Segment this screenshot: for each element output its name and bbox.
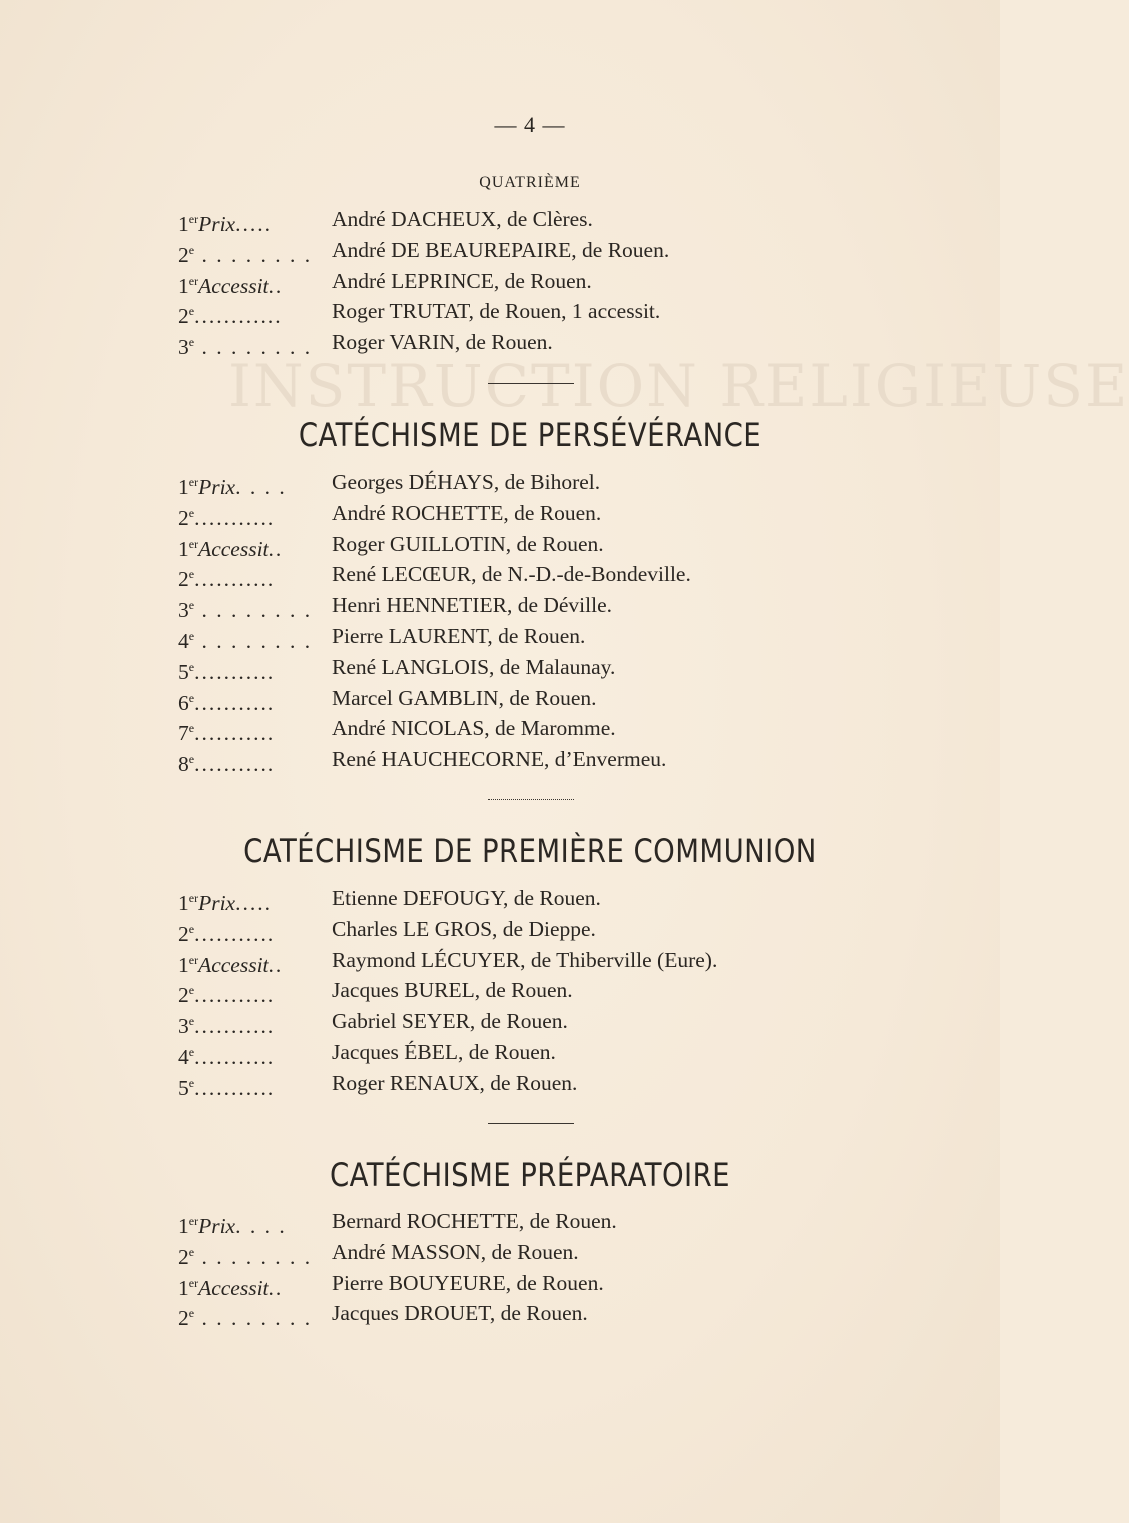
leader-dots: ..: [268, 1275, 284, 1300]
award-entry: [178, 498, 878, 529]
rank-number: [178, 1214, 198, 1238]
award-entry: [178, 883, 878, 914]
leader-dots: . . . . . . . .: [194, 1306, 313, 1331]
recipient-name: Georges DÉHAYS, de Bihorel.: [332, 470, 601, 494]
leader-dots: ...........: [194, 1044, 276, 1069]
recipient-name: Bernard ROCHETTE, de Rouen.: [332, 1209, 617, 1233]
rank-digit: 7: [178, 721, 189, 746]
leader-dots: ............: [194, 304, 283, 329]
recipient-name: Pierre LAURENT, de Rouen.: [332, 623, 586, 648]
award-rank-label: [178, 327, 328, 363]
award-entry: [178, 1298, 878, 1329]
rank-digit: 2: [178, 983, 189, 1008]
award-entry: [178, 914, 878, 945]
rank-digit: 4: [178, 1044, 189, 1069]
rank-digit: 2: [178, 1306, 189, 1331]
rank-digit: 2: [178, 242, 189, 267]
leader-dots: ...........: [194, 690, 276, 715]
rank-number: [178, 1045, 194, 1069]
rank-suffix: er: [188, 536, 199, 551]
award-kind: Accessit: [198, 952, 269, 977]
award-kind: Accessit: [198, 536, 269, 561]
recipient-name: André NICOLAS, de Maromme.: [332, 716, 616, 741]
rank-number: [178, 983, 194, 1007]
rank-digit: 5: [178, 659, 189, 684]
award-entry: [178, 1006, 878, 1037]
show-through-text: INSTRUCTION RELIGIEUSE: [228, 352, 1129, 420]
rank-digit: 3: [178, 598, 189, 623]
leader-dots: ..: [268, 536, 284, 561]
award-entry: [178, 467, 878, 498]
rank-suffix: er: [188, 273, 199, 288]
recipient-name: André ROCHETTE, de Rouen.: [332, 500, 602, 525]
recipient-name: Roger RENAUX, de Rouen.: [332, 1070, 578, 1095]
rank-suffix: e: [188, 721, 195, 736]
rank-digit: 5: [178, 1075, 189, 1100]
leader-dots: .....: [235, 212, 272, 236]
award-entry: [178, 1206, 878, 1237]
rank-suffix: er: [188, 1275, 199, 1290]
award-entry: [178, 296, 878, 327]
award-kind: Prix: [198, 475, 236, 499]
rank-suffix: e: [188, 242, 195, 257]
section-divider: [488, 1123, 574, 1124]
recipient-name: André LEPRINCE, de Rouen.: [332, 268, 592, 293]
award-entry: [178, 1068, 878, 1099]
page-number: — 4 —: [494, 112, 566, 137]
recipient-name: Henri HENNETIER, de Déville.: [332, 593, 613, 618]
rank-suffix: e: [188, 598, 195, 613]
award-entry: [178, 1237, 878, 1268]
recipient-name: Roger VARIN, de Rouen.: [332, 330, 553, 355]
award-entry: [178, 590, 878, 621]
rank-digit: 1: [178, 1275, 189, 1300]
rank-digit: 3: [178, 1014, 189, 1039]
award-kind: Prix: [198, 891, 236, 915]
award-rank-label: [178, 1068, 328, 1104]
award-kind: Accessit: [198, 1275, 269, 1300]
rank-digit: 1: [178, 212, 189, 236]
section-title-perseverance: CATÉCHISME DE PERSÉVÉRANCE: [298, 416, 762, 454]
rank-suffix: er: [188, 952, 199, 967]
rank-suffix: e: [188, 304, 195, 319]
rank-suffix: e: [188, 1075, 195, 1090]
award-list-premiere-communion: [178, 883, 878, 1099]
rank-digit: 1: [178, 1214, 189, 1238]
rank-digit: 1: [178, 475, 189, 499]
award-list-quatrieme: [178, 204, 878, 358]
leader-dots: ...........: [194, 567, 276, 592]
rank-number: [178, 304, 194, 328]
rank-suffix: e: [188, 335, 195, 350]
leader-dots: ...........: [194, 921, 276, 946]
rank-number: [178, 567, 194, 591]
rank-number: [178, 752, 194, 776]
rank-digit: 2: [178, 921, 189, 946]
rank-suffix: er: [188, 891, 199, 905]
rank-number: [178, 922, 194, 946]
recipient-name: André DE BEAUREPAIRE, de Rouen.: [332, 237, 670, 262]
leader-dots: . . . . . . . .: [194, 335, 313, 360]
rank-number: [178, 475, 198, 499]
recipient-name: Jacques DROUET, de Rouen.: [332, 1301, 588, 1326]
rank-number: [178, 598, 194, 622]
rank-digit: 6: [178, 690, 189, 715]
leader-dots: . . . .: [235, 475, 287, 499]
rank-digit: 2: [178, 304, 189, 329]
award-entry: [178, 327, 878, 358]
award-list-preparatoire: [178, 1206, 878, 1329]
section-title-premiere-communion: CATÉCHISME DE PREMIÈRE COMMUNION: [243, 832, 817, 870]
rank-number: [178, 953, 198, 977]
recipient-name: Jacques ÉBEL, de Rouen.: [332, 1039, 556, 1064]
award-list-perseverance: [178, 467, 878, 775]
award-kind: Prix: [198, 1214, 236, 1238]
rank-number: [178, 212, 198, 236]
award-entry: [178, 621, 878, 652]
award-kind: Accessit: [198, 273, 269, 298]
rank-digit: 8: [178, 752, 189, 777]
section-title-quatrieme: QUATRIÈME: [479, 174, 581, 191]
award-entry: [178, 1268, 878, 1299]
recipient-name: René LANGLOIS, de Malaunay.: [332, 654, 616, 679]
leader-dots: ...........: [194, 505, 276, 530]
award-entry: [178, 1037, 878, 1068]
recipient-name: Gabriel SEYER, de Rouen.: [332, 1009, 568, 1034]
recipient-name: Jacques BUREL, de Rouen.: [332, 978, 573, 1003]
leader-dots: ..: [268, 952, 284, 977]
rank-digit: 2: [178, 505, 189, 530]
rank-suffix: er: [188, 475, 199, 489]
award-entry: [178, 204, 878, 235]
rank-suffix: e: [188, 690, 195, 705]
award-rank-label: [178, 1298, 328, 1334]
award-entry: [178, 235, 878, 266]
recipient-name: Marcel GAMBLIN, de Rouen.: [332, 685, 597, 710]
recipient-name: Charles LE GROS, de Dieppe.: [332, 916, 596, 941]
recipient-name: Roger GUILLOTIN, de Rouen.: [332, 531, 604, 556]
leader-dots: ...........: [194, 659, 276, 684]
rank-digit: 1: [178, 891, 189, 915]
leader-dots: ..: [268, 273, 284, 298]
rank-suffix: e: [188, 1014, 195, 1029]
rank-suffix: er: [188, 212, 199, 226]
rank-suffix: e: [188, 628, 195, 643]
rank-suffix: e: [188, 1244, 195, 1259]
leader-dots: .....: [235, 891, 272, 915]
leader-dots: ...........: [194, 983, 276, 1008]
recipient-name: André MASSON, de Rouen.: [332, 1239, 579, 1264]
recipient-name: René HAUCHECORNE, d’Envermeu.: [332, 747, 667, 772]
award-entry: [178, 529, 878, 560]
award-entry: [178, 713, 878, 744]
leader-dots: . . . . . . . .: [194, 628, 313, 653]
rank-suffix: e: [188, 1044, 195, 1059]
leader-dots: . . . .: [235, 1214, 287, 1238]
rank-number: [178, 691, 194, 715]
rank-suffix: e: [188, 659, 195, 674]
recipient-name: Roger TRUTAT, de Rouen, 1 accessit.: [332, 299, 661, 324]
leader-dots: ...........: [194, 1075, 276, 1100]
award-entry: [178, 945, 878, 976]
section-divider: [488, 799, 574, 800]
rank-suffix: e: [188, 567, 195, 582]
award-entry: [178, 975, 878, 1006]
award-rank-label: [178, 744, 328, 780]
leader-dots: . . . . . . . .: [194, 242, 313, 267]
rank-number: [178, 721, 194, 745]
rank-digit: 1: [178, 952, 189, 977]
rank-digit: 1: [178, 536, 189, 561]
rank-number: [178, 1076, 194, 1100]
rank-suffix: e: [188, 752, 195, 767]
rank-digit: 2: [178, 567, 189, 592]
rank-digit: 2: [178, 1244, 189, 1269]
rank-suffix: e: [188, 983, 195, 998]
leader-dots: ...........: [194, 752, 276, 777]
rank-number: [178, 891, 198, 915]
rank-number: [178, 660, 194, 684]
award-entry: [178, 652, 878, 683]
rank-number: [178, 243, 194, 267]
rank-number: [178, 1245, 194, 1269]
rank-suffix: e: [188, 921, 195, 936]
rank-number: [178, 506, 194, 530]
section-divider: [488, 383, 574, 384]
recipient-name: Etienne DEFOUGY, de Rouen.: [332, 886, 601, 910]
rank-number: [178, 1014, 194, 1038]
rank-suffix: er: [188, 1214, 199, 1228]
award-entry: [178, 559, 878, 590]
leader-dots: . . . . . . . .: [194, 1244, 313, 1269]
rank-number: [178, 537, 198, 561]
rank-number: [178, 335, 194, 359]
recipient-name: René LECŒUR, de N.-D.-de-Bondeville.: [332, 562, 691, 587]
rank-number: [178, 1276, 198, 1300]
leader-dots: ...........: [194, 721, 276, 746]
recipient-name: Pierre BOUYEURE, de Rouen.: [332, 1270, 604, 1295]
award-entry: [178, 266, 878, 297]
rank-digit: 3: [178, 335, 189, 360]
award-entry: [178, 744, 878, 775]
section-title-preparatoire: CATÉCHISME PRÉPARATOIRE: [330, 1156, 730, 1194]
rank-digit: 4: [178, 628, 189, 653]
rank-suffix: e: [188, 1306, 195, 1321]
leader-dots: . . . . . . . .: [194, 598, 313, 623]
recipient-name: André DACHEUX, de Clères.: [332, 207, 593, 231]
award-entry: [178, 683, 878, 714]
rank-number: [178, 274, 198, 298]
award-kind: Prix: [198, 212, 236, 236]
rank-digit: 1: [178, 273, 189, 298]
recipient-name: Raymond LÉCUYER, de Thiberville (Eure).: [332, 947, 718, 972]
leader-dots: ...........: [194, 1014, 276, 1039]
rank-number: [178, 1306, 194, 1330]
rank-number: [178, 629, 194, 653]
rank-suffix: e: [188, 505, 195, 520]
